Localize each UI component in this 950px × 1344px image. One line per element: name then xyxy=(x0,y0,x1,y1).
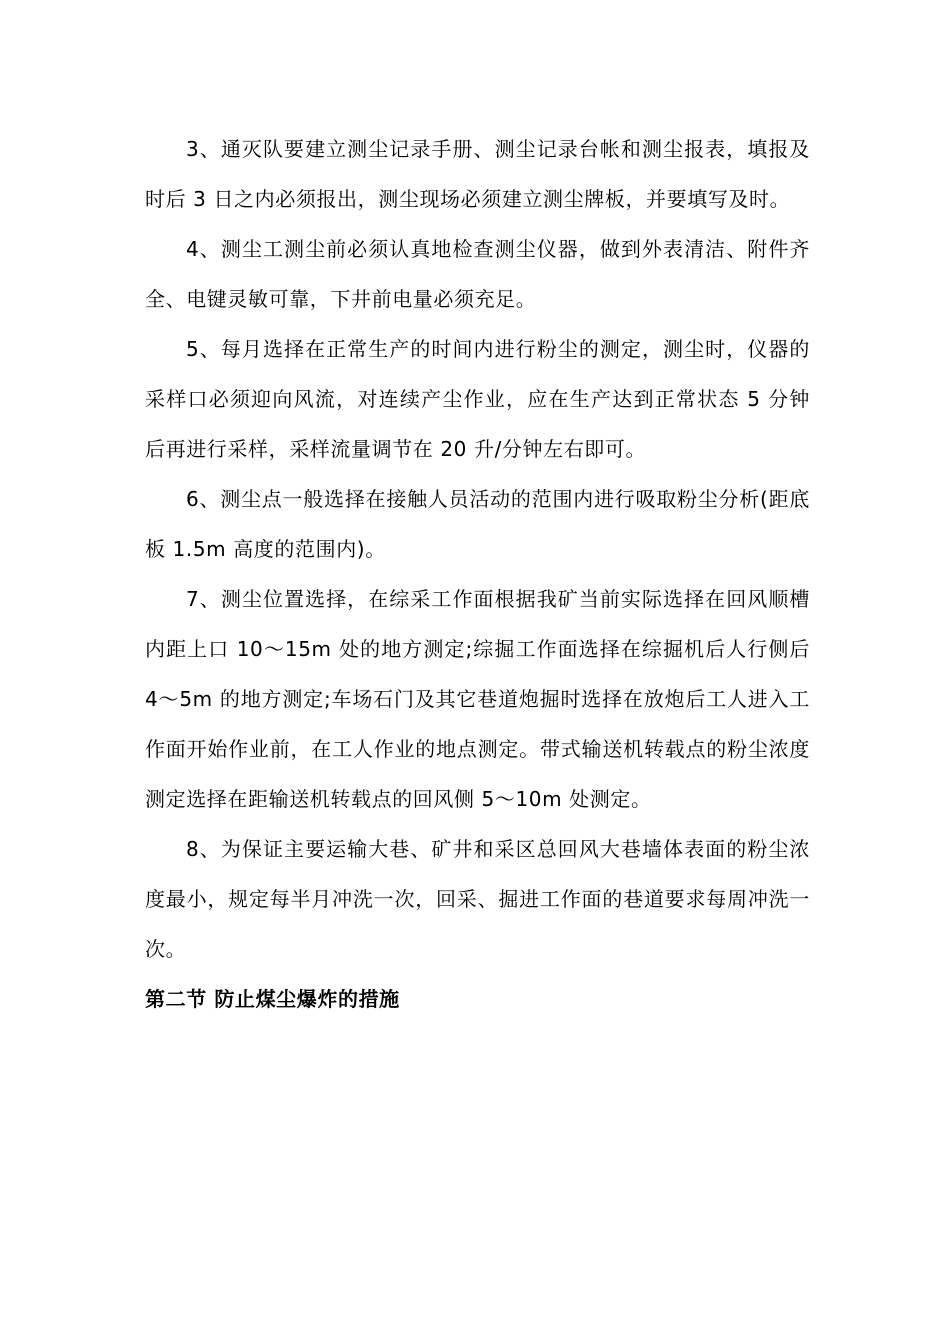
paragraph-item-4: 4、测尘工测尘前必须认真地检查测尘仪器，做到外表清洁、附件齐全、电键灵敏可靠，下井前电量必须充足。 xyxy=(145,237,810,311)
document-page xyxy=(145,124,810,1024)
paragraph-item-6: 6、测尘点一般选择在接触人员活动的范围内进行吸取粉尘分析(距底板 1.5m 高度的范围内)。 xyxy=(145,487,810,561)
paragraph-item-8: 8、为保证主要运输大巷、矿井和采区总回风大巷墙体表面的粉尘浓度最小，规定每半月冲洗一次，回采、掘进工作面的巷道要求每周冲洗一次。 xyxy=(145,837,810,961)
section-heading: 第二节 防止煤尘爆炸的措施 xyxy=(145,987,400,1011)
paragraph-item-7: 7、测尘位置选择，在综采工作面根据我矿当前实际选择在回风顺槽内距上口 10～15m 处的地方测定;综掘工作面选择在综掘机后人行侧后 4～5m 的地方测定;车场石门及其它巷道炮掘时选择在放炮后工人进入工作面开始作业前，在工人作业的地点测定。带式输送机转载点的粉尘浓度测定选择在距输送机转载点的回风侧 5～10m 处测定。 xyxy=(145,587,810,811)
paragraph-item-5: 5、每月选择在正常生产的时间内进行粉尘的测定，测尘时，仪器的采样口必须迎向风流，对连续产尘作业，应在生产达到正常状态 5 分钟后再进行采样，采样流量调节在 20 升/分钟左右即可。 xyxy=(145,337,810,461)
paragraph-item-3: 3、通灭队要建立测尘记录手册、测尘记录台帐和测尘报表，填报及时后 3 日之内必须报出，测尘现场必须建立测尘牌板，并要填写及时。 xyxy=(145,137,810,211)
